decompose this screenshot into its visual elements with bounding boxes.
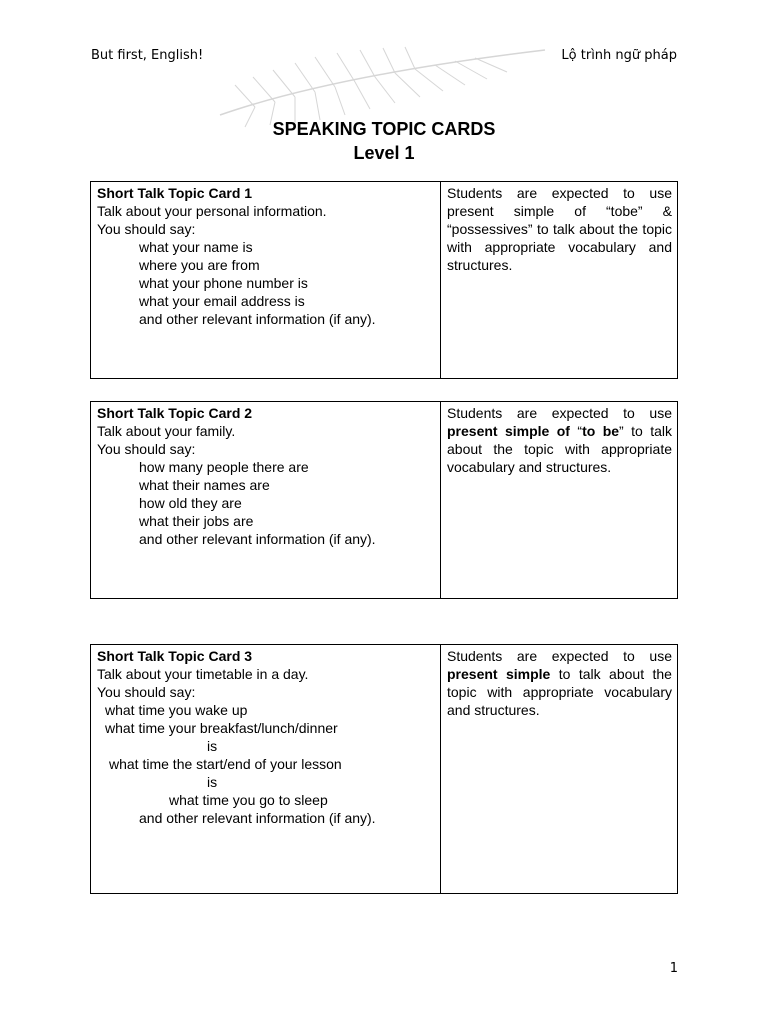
card-item: what time you wake up [105,702,248,718]
card-item: what time your breakfast/lunch/dinner [105,720,338,736]
card-1-note: Students are expected to use present simple of “tobe” & “possessives” to talk about the topic with appropriate vocabulary and structures. [441,182,678,379]
note-emphasis: present simple [447,666,551,682]
card-item: what time the start/end of your lesson [109,756,342,772]
note-emphasis: present simple of [447,423,570,439]
card-2-content [91,402,441,599]
card-item: where you are from [139,257,260,273]
topic-card-2 [90,401,678,599]
card-item: what your phone number is [139,275,308,291]
note-emphasis: to be [582,423,620,439]
card-item: what their names are [139,477,270,493]
card-item: is [207,774,218,790]
page-number: 1 [669,961,678,976]
topic-card-1 [90,181,678,379]
page-subtitle: Level 1 [353,143,415,163]
card-item: and other relevant information (if any). [139,810,376,826]
card-prompt: Talk about your timetable in a day. [97,666,309,682]
card-item: how old they are [139,495,242,511]
card-item: what your name is [139,239,253,255]
card-item: and other relevant information (if any). [139,531,376,547]
header-right: Lộ trình ngữ pháp [561,48,677,63]
note-text: Students are expected to use [447,405,672,421]
card-item: and other relevant information (if any). [139,311,376,327]
note-text: ” to talk about the topic with appropriate vocabulary and structures. [447,423,672,475]
card-prompt: Talk about your family. [97,423,236,439]
card-3-note [441,645,678,894]
note-text: “ [569,423,583,439]
card-item: what time you go to sleep [169,792,328,808]
card-1-content [91,182,441,379]
card-item: how many people there are [139,459,309,475]
header-left: But first, English! [91,48,204,63]
card-3-content [91,645,441,894]
card-2-note [441,402,678,599]
card-heading: Short Talk Topic Card 2 [97,405,253,421]
topic-card-3 [90,644,678,894]
note-text: Students are expected to use [447,648,672,664]
card-you-should-say: You should say: [97,221,196,237]
card-item: what your email address is [139,293,305,309]
card-prompt: Talk about your personal information. [97,203,327,219]
card-item: what their jobs are [139,513,254,529]
card-you-should-say: You should say: [97,441,196,457]
card-you-should-say: You should say: [97,684,196,700]
card-item: is [207,738,218,754]
card-heading: Short Talk Topic Card 3 [97,648,253,664]
note-text: to talk about the topic with appropriate vocabulary and structures. [447,666,672,718]
page-title: SPEAKING TOPIC CARDS [272,119,496,139]
feather-watermark-icon [215,45,555,130]
card-heading: Short Talk Topic Card 1 [97,185,253,201]
